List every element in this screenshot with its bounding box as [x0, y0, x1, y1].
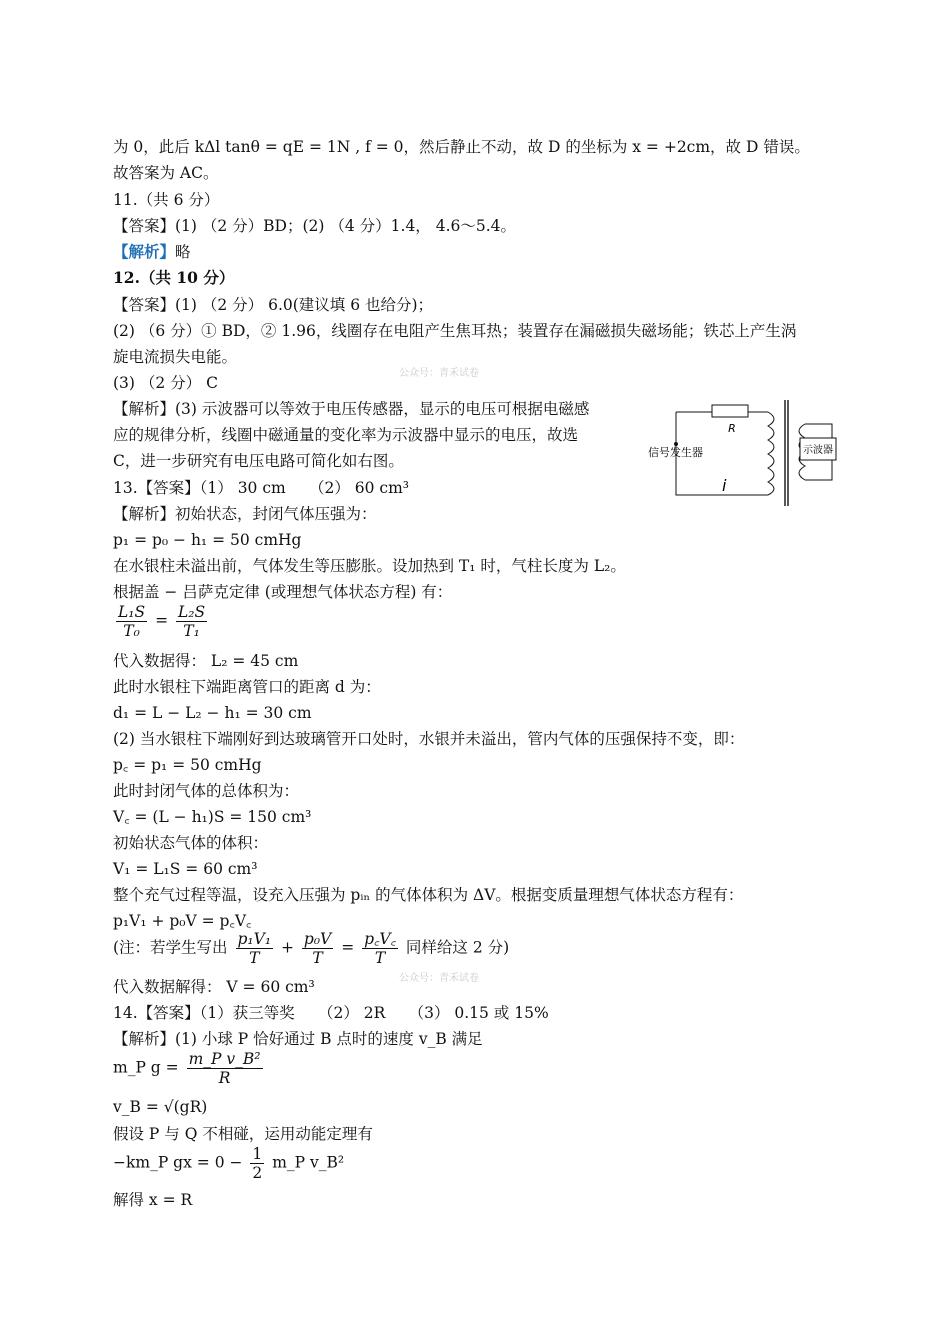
- answer-line: 【答案】(1) （2 分） 6.0(建议填 6 也给分)；: [113, 296, 434, 314]
- formula-line: 解得 x = R: [113, 1191, 193, 1209]
- formula-line: V꜀ = (L − h₁)S = 150 cm³: [113, 808, 312, 826]
- text-line: 应的规律分析，线圈中磁通量的变化率为示波器中显示的电压，故选: [113, 426, 579, 444]
- text-line: 旋电流损失电能。: [113, 348, 238, 366]
- answer-line: 【答案】(1) （2 分）BD；(2) （4 分）1.4， 4.6～5.4。: [113, 217, 517, 235]
- text-line: 代入数据得： L₂ = 45 cm: [113, 652, 299, 670]
- formula-line: p꜀ = p₁ = 50 cmHg: [113, 756, 262, 774]
- text-line: 整个充气过程等温，设充入压强为 pᵢₙ 的气体体积为 ΔV。根据变质量理想气体状态方程有：: [113, 886, 744, 904]
- text-line: 此时封闭气体的总体积为：: [113, 782, 300, 800]
- text-line: 【解析】(1) 小球 P 恰好通过 B 点时的速度 v_B 满足: [113, 1030, 483, 1048]
- text-line: (2) 当水银柱下端刚好到达玻璃管开口处时，水银并未溢出，管内气体的压强保持不变，即：: [113, 730, 745, 748]
- oscilloscope-label: 示波器: [803, 445, 833, 456]
- question-header: 12.（共 10 分）: [113, 268, 235, 287]
- text-line: 代入数据解得： V = 60 cm³: [113, 978, 315, 996]
- formula-line: p₁ = p₀ − h₁ = 50 cmHg: [113, 531, 302, 549]
- text-line: 故答案为 AC。: [113, 164, 219, 182]
- circular-motion-equation: m_P g = $\frac{\text{m\_P v\_B²}}{R}$: [113, 1050, 261, 1087]
- watermark: 公众号：青禾试卷: [399, 973, 479, 984]
- text-line: 此时水银柱下端距离管口的距离 d 为：: [113, 678, 381, 696]
- text-line: 初始状态气体的体积：: [113, 834, 269, 852]
- current-label: i: [722, 476, 727, 495]
- text-line: (3) （2 分） C: [113, 374, 218, 392]
- question-header: 11.（共 6 分）: [113, 191, 220, 209]
- text-line: 根据盖 − 吕萨克定律 (或理想气体状态方程) 有：: [113, 583, 453, 601]
- formula-line: d₁ = L − L₂ − h₁ = 30 cm: [113, 704, 312, 722]
- resistor: [712, 405, 748, 417]
- circuit-diagram: [640, 398, 840, 510]
- text-line: 为 0，此后 kΔl tanθ = qE = 1N , f = 0，然后静止不动，故 D 的坐标为 x = +2cm，故 D 错误。: [113, 138, 810, 156]
- analysis-line: [113, 242, 191, 262]
- text-line: (2) （6 分）① BD，② 1.96，线圈存在电阻产生焦耳热；装置存在漏磁损失磁场能；铁芯上产生涡: [113, 322, 797, 340]
- signal-generator-label: 信号发生器: [648, 446, 703, 459]
- analysis-text: 略: [175, 243, 191, 261]
- text-line: C，进一步研究有电压电路可简化如右图。: [113, 452, 404, 470]
- formula-line: V₁ = L₁S = 60 cm³: [113, 860, 258, 878]
- formula-line: p₁V₁ + p₀V = p꜀V꜀: [113, 912, 252, 930]
- text-line: 在水银柱未溢出前，气体发生等压膨胀。设加热到 T₁ 时，气柱长度为 L₂。: [113, 557, 626, 575]
- analysis-tag: 【解析】: [113, 242, 176, 261]
- primary-coil: [768, 412, 774, 495]
- answer-line: 14.【答案】（1）获三等奖 （2） 2R （3） 0.15 或 15%: [113, 1004, 549, 1022]
- text-line: 【解析】(3) 示波器可以等效于电压传感器，显示的电压可根据电磁感: [113, 400, 590, 418]
- watermark: 公众号：青禾试卷: [399, 368, 479, 379]
- energy-equation: −km_P gx = 0 − $\frac{1}{2}$ m_P v_B²: [113, 1145, 345, 1182]
- resistor-label: R: [728, 422, 736, 435]
- formula-line: v_B = √(gR): [113, 1098, 208, 1116]
- answer-line: 13.【答案】（1） 30 cm （2） 60 cm³: [113, 479, 409, 497]
- note-equation: (注：若学生写出 $\frac{\text{p₁V₁}}{T}$ + $\frac{\text{p₀V}}{T}$ = $\frac{p꜀V꜀}{T}$ 同样给这 2 分): [113, 930, 510, 967]
- gay-lussac-equation: $\frac{\text{L₁S}}{\text{T₀}}$ = $\frac{\text{L₂S}}{\text{T₁}}$: [118, 603, 206, 640]
- text-line: 假设 P 与 Q 不相碰，运用动能定理有: [113, 1125, 373, 1143]
- text-line: 【解析】初始状态，封闭气体压强为：: [113, 505, 377, 523]
